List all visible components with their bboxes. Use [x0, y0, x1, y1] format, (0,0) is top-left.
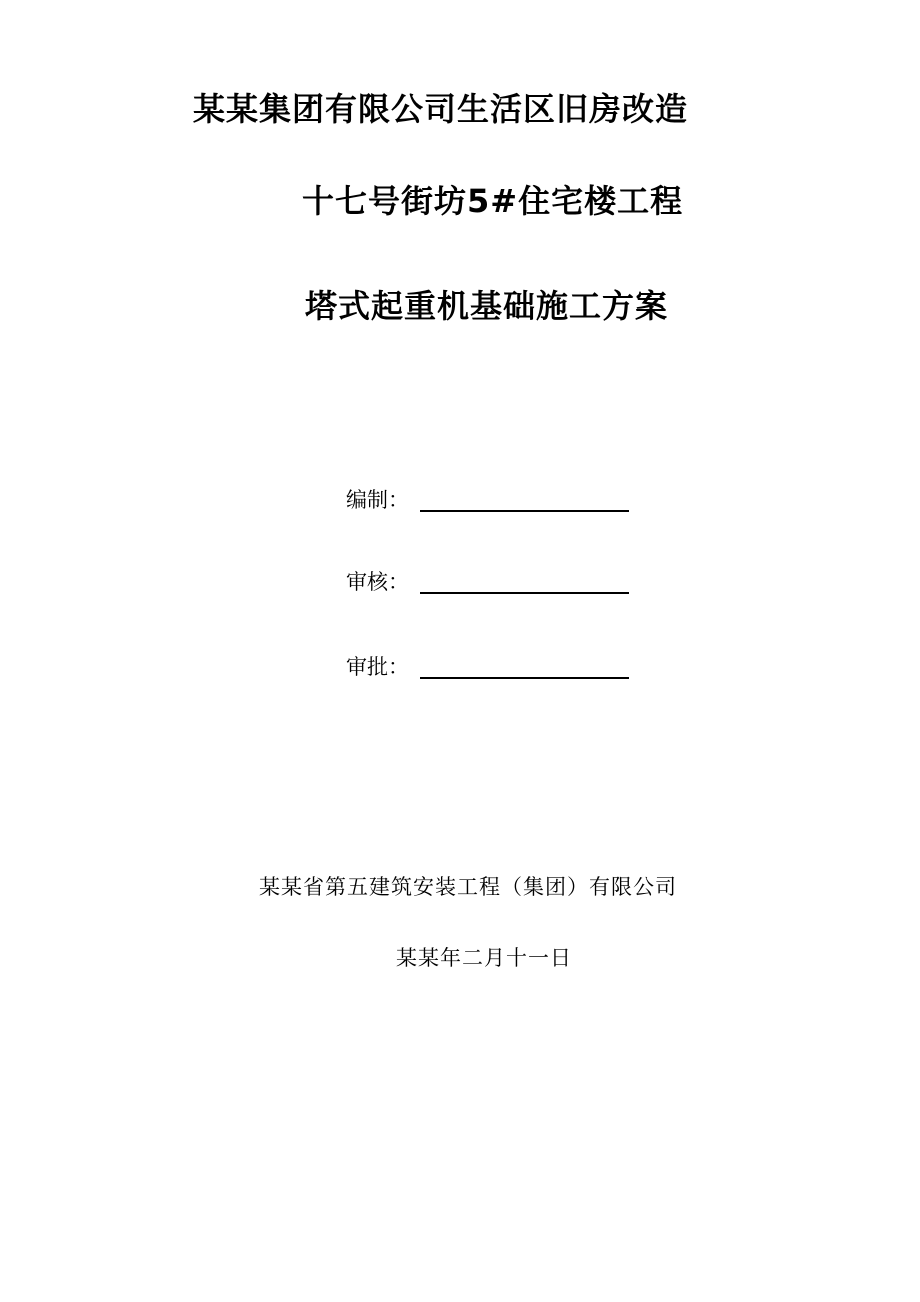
compile-label: 编制： [346, 488, 409, 512]
compile-signature-line [420, 510, 629, 512]
review-label: 审核： [346, 570, 409, 594]
company-name: 某某省第五建筑安装工程（集团）有限公司 [259, 875, 677, 899]
title-line-3: 塔式起重机基础施工方案 [305, 287, 669, 325]
approve-signature-line [420, 677, 629, 679]
title-line-1: 某某集团有限公司生活区旧房改造 [193, 90, 689, 128]
document-date: 某某年二月十一日 [396, 946, 572, 970]
signature-row-review [346, 566, 629, 596]
review-signature-line [420, 592, 629, 594]
approve-label: 审批： [346, 655, 409, 679]
title-line-2: 十七号街坊5#住宅楼工程 [302, 182, 684, 220]
signature-row-approve [346, 651, 629, 681]
signature-row-compile [346, 484, 629, 514]
